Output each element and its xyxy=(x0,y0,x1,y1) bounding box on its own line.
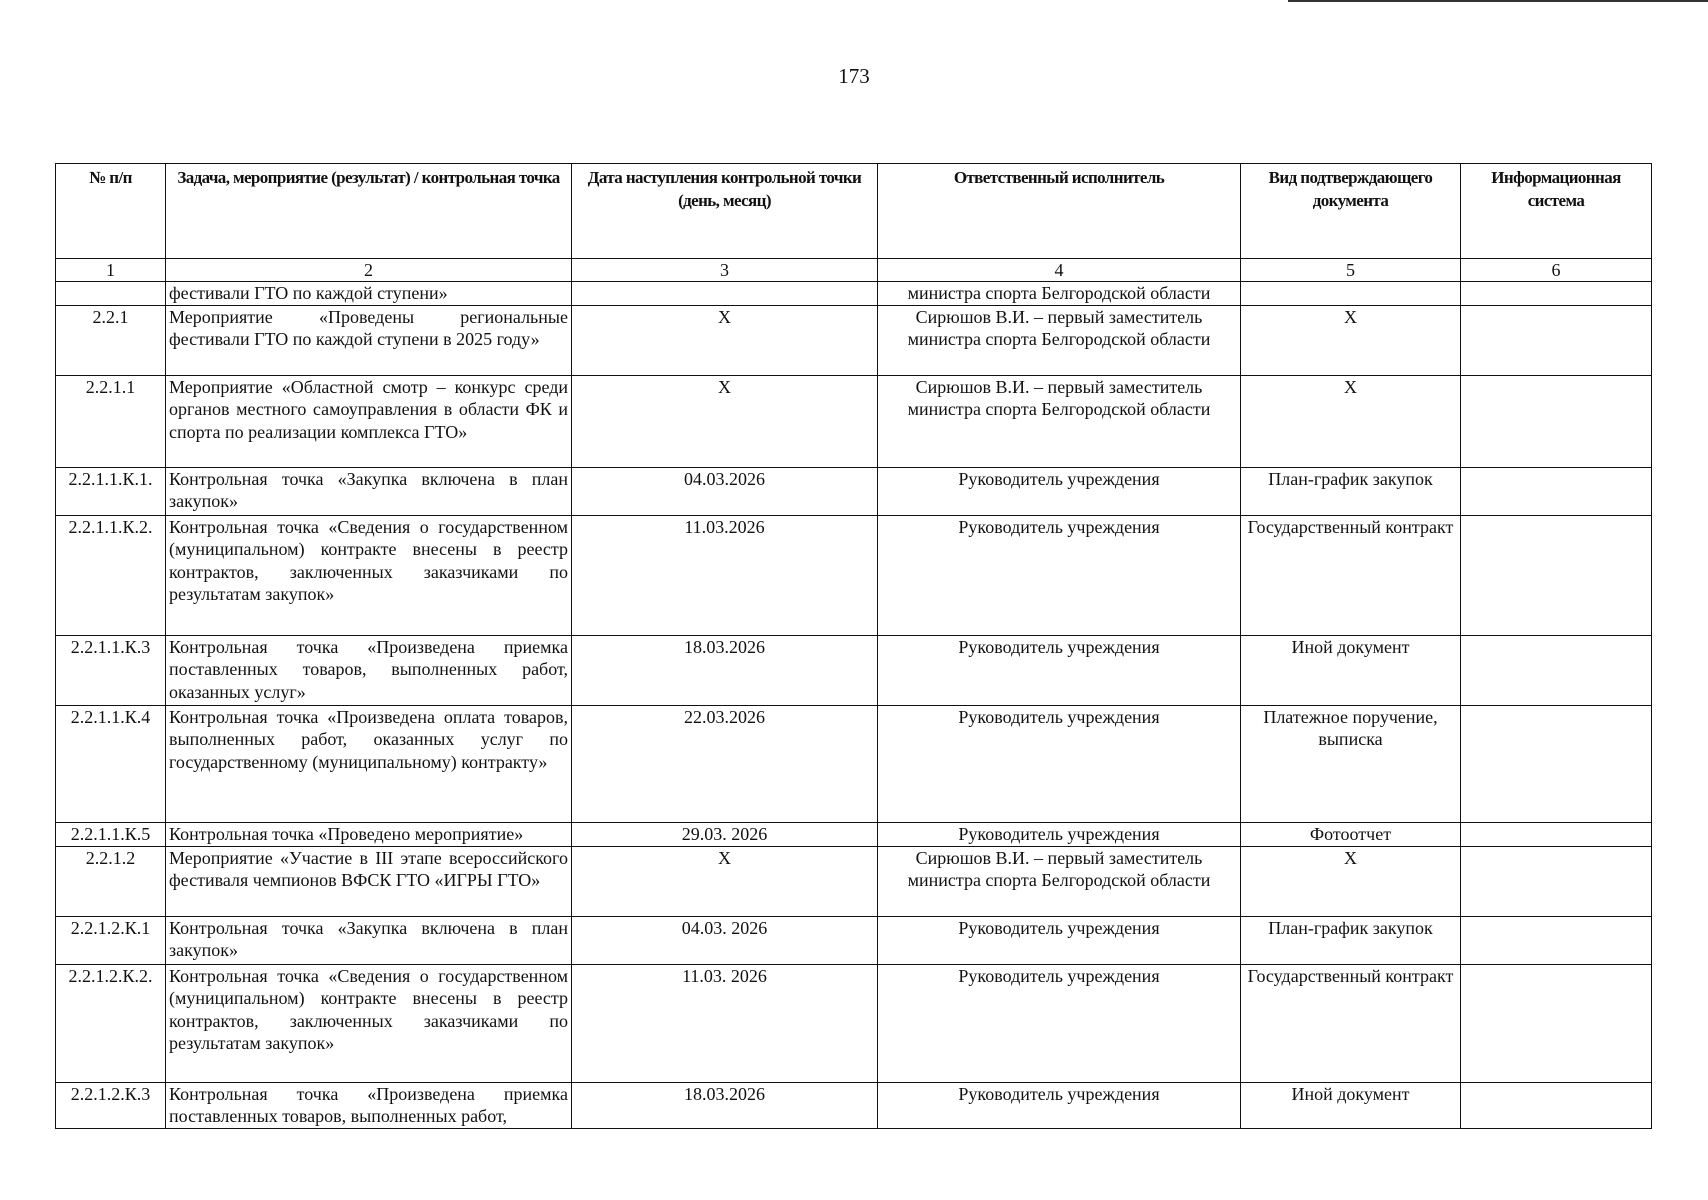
row-executor: Руководитель учреждения xyxy=(878,822,1241,846)
header-number: № п/п xyxy=(56,164,166,259)
row-document: Иной документ xyxy=(1241,635,1461,705)
row-executor: Сирюшов В.И. – первый заместитель министра спорта Белгородской области xyxy=(878,305,1241,375)
table-row xyxy=(56,705,1652,822)
row-task: Мероприятие «Проведены региональные фестивали ГТО по каждой ступени в 2025 году» xyxy=(166,305,572,375)
row-executor: министра спорта Белгородской области xyxy=(878,282,1241,306)
row-document: Государственный контракт xyxy=(1241,515,1461,635)
table-row xyxy=(56,282,1652,306)
row-document: Х xyxy=(1241,846,1461,916)
row-executor: Руководитель учреждения xyxy=(878,515,1241,635)
row-system xyxy=(1461,1082,1652,1128)
row-task: Контрольная точка «Закупка включена в план закупок» xyxy=(166,467,572,515)
row-number: 2.2.1.1 xyxy=(56,375,166,467)
row-task: Мероприятие «Участие в III этапе всероссийского фестиваля чемпионов ВФСК ГТО «ИГРЫ ГТО» xyxy=(166,846,572,916)
row-date: Х xyxy=(572,305,878,375)
header-system: Информационная система xyxy=(1461,164,1652,259)
column-number-row xyxy=(56,259,1652,282)
table-row xyxy=(56,916,1652,964)
row-date: Х xyxy=(572,375,878,467)
row-date: 18.03.2026 xyxy=(572,1082,878,1128)
column-number: 1 xyxy=(56,259,166,282)
row-system xyxy=(1461,916,1652,964)
column-number: 6 xyxy=(1461,259,1652,282)
row-task: Контрольная точка «Сведения о государственном (муниципальном) контракте внесены в реестр контрактов, заключенных заказчиками по результатам закупок» xyxy=(166,515,572,635)
table-row xyxy=(56,846,1652,916)
row-document: Х xyxy=(1241,375,1461,467)
row-number: 2.2.1.1.К.5 xyxy=(56,822,166,846)
row-executor: Руководитель учреждения xyxy=(878,635,1241,705)
row-number: 2.2.1.2 xyxy=(56,846,166,916)
top-rule xyxy=(1288,0,1708,2)
row-task: Контрольная точка «Закупка включена в план закупок» xyxy=(166,916,572,964)
row-document xyxy=(1241,282,1461,306)
row-number: 2.2.1.1.К.1. xyxy=(56,467,166,515)
row-document: Фотоотчет xyxy=(1241,822,1461,846)
row-date: 18.03.2026 xyxy=(572,635,878,705)
table-row xyxy=(56,467,1652,515)
header-executor: Ответственный исполнитель xyxy=(878,164,1241,259)
row-system xyxy=(1461,282,1652,306)
table-row xyxy=(56,964,1652,1082)
row-date: 29.03. 2026 xyxy=(572,822,878,846)
row-number: 2.2.1.1.К.2. xyxy=(56,515,166,635)
row-document: Государственный контракт xyxy=(1241,964,1461,1082)
column-number: 4 xyxy=(878,259,1241,282)
row-task: фестивали ГТО по каждой ступени» xyxy=(166,282,572,306)
row-document: План-график закупок xyxy=(1241,916,1461,964)
row-system xyxy=(1461,846,1652,916)
column-number: 3 xyxy=(572,259,878,282)
row-date: 11.03.2026 xyxy=(572,515,878,635)
row-executor: Руководитель учреждения xyxy=(878,467,1241,515)
row-date: Х xyxy=(572,846,878,916)
row-executor: Сирюшов В.И. – первый заместитель министра спорта Белгородской области xyxy=(878,846,1241,916)
table-row xyxy=(56,305,1652,375)
control-points-table xyxy=(55,163,1652,1129)
row-executor: Руководитель учреждения xyxy=(878,964,1241,1082)
header-task: Задача, мероприятие (результат) / контрольная точка xyxy=(166,164,572,259)
row-executor: Руководитель учреждения xyxy=(878,1082,1241,1128)
header-document: Вид подтверждающего документа xyxy=(1241,164,1461,259)
row-number: 2.2.1.2.К.3 xyxy=(56,1082,166,1128)
row-system xyxy=(1461,375,1652,467)
table-header-row xyxy=(56,164,1652,259)
row-number: 2.2.1.2.К.1 xyxy=(56,916,166,964)
row-document: Платежное поручение, выписка xyxy=(1241,705,1461,822)
row-number: 2.2.1 xyxy=(56,305,166,375)
header-date: Дата наступления контрольной точки (день, месяц) xyxy=(572,164,878,259)
row-task: Контрольная точка «Произведена приемка поставленных товаров, выполненных работ, xyxy=(166,1082,572,1128)
page-number: 173 xyxy=(838,64,870,88)
row-system xyxy=(1461,305,1652,375)
row-task: Контрольная точка «Проведено мероприятие» xyxy=(166,822,572,846)
row-date: 04.03.2026 xyxy=(572,467,878,515)
table-row xyxy=(56,635,1652,705)
table-row xyxy=(56,515,1652,635)
row-number xyxy=(56,282,166,306)
column-number: 5 xyxy=(1241,259,1461,282)
row-system xyxy=(1461,467,1652,515)
row-executor: Руководитель учреждения xyxy=(878,916,1241,964)
table-row xyxy=(56,1082,1652,1128)
row-document: План-график закупок xyxy=(1241,467,1461,515)
row-number: 2.2.1.1.К.3 xyxy=(56,635,166,705)
table-row xyxy=(56,375,1652,467)
row-system xyxy=(1461,635,1652,705)
table-row xyxy=(56,822,1652,846)
row-system xyxy=(1461,964,1652,1082)
row-date: 04.03. 2026 xyxy=(572,916,878,964)
row-executor: Руководитель учреждения xyxy=(878,705,1241,822)
row-system xyxy=(1461,515,1652,635)
row-task: Контрольная точка «Сведения о государственном (муниципальном) контракте внесены в реестр контрактов, заключенных заказчиками по результатам закупок» xyxy=(166,964,572,1082)
row-document: Х xyxy=(1241,305,1461,375)
row-document: Иной документ xyxy=(1241,1082,1461,1128)
row-number: 2.2.1.1.К.4 xyxy=(56,705,166,822)
row-system xyxy=(1461,822,1652,846)
row-task: Контрольная точка «Произведена оплата товаров, выполненных работ, оказанных услуг по государственному (муниципальному) контракту» xyxy=(166,705,572,822)
row-executor: Сирюшов В.И. – первый заместитель министра спорта Белгородской области xyxy=(878,375,1241,467)
row-date xyxy=(572,282,878,306)
row-system xyxy=(1461,705,1652,822)
row-date: 22.03.2026 xyxy=(572,705,878,822)
row-number: 2.2.1.2.К.2. xyxy=(56,964,166,1082)
row-date: 11.03. 2026 xyxy=(572,964,878,1082)
column-number: 2 xyxy=(166,259,572,282)
row-task: Контрольная точка «Произведена приемка поставленных товаров, выполненных работ, оказанных услуг» xyxy=(166,635,572,705)
row-task: Мероприятие «Областной смотр – конкурс среди органов местного самоуправления в области ФК и спорта по реализации комплекса ГТО» xyxy=(166,375,572,467)
